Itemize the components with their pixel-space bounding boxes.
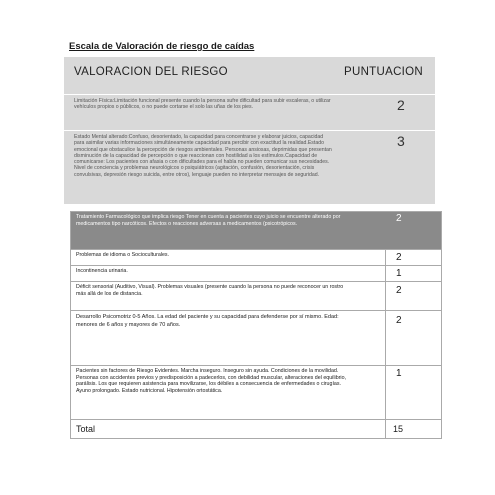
table-row [71,282,441,311]
total-label: Total [76,424,96,434]
row-description: Déficit sensorial (Auditivo, Visual). Problemas visuales (presente cuando la persona no puede reconocer un rostro más allá de los de distancia. [76,284,344,297]
column-divider [385,266,386,281]
table-row [71,212,441,250]
table-row [71,311,441,366]
risk-table [70,211,442,439]
row-description: Tratamiento Farmacológico que implica riesgo Tener en cuenta a pacientes cuyo juicio se encuentre alterado por medicamentos tipo narcóticos. Efectos o reacciones adversas a medicamentos (psicotrópicos. [76,214,341,227]
row-score: 2 [396,213,402,224]
row-description: Problemas de idioma o Socioculturales. [76,252,170,258]
row-description: Incontinencia urinaria. [76,268,128,274]
row-score: 2 [396,285,402,296]
header-valoracion: VALORACION DEL RIESGO [74,66,228,78]
row-description: Estado Mental alterado:Confuso, desorientado, la capacidad para concentrarse y elaborar juicios, capacidad para asimilar varias informaciones simultáneamente capacidad para percibir con exactitud la realidad.Estado emocional que obstaculice la percepción de riesgos ambientales. Personas ansiosas, deprimidas que presentan disminución de la capacidad de percepción o que reaccionan con hostilidad a los estímulos.Capacidad de comunicarse: Los pacientes con afasia o con dificultades para el habla no pueden comunicar sus necesidades. Nivel de conciencia y problemas neurológicos o psiquiátricos (agitación, confusión, desorientación, crisis convulsivas, depresión riesgo suicida, entre otros), lenguaje pueden no interpretar mensajes de seguridad. [74,134,332,178]
row-description: Desarrollo Psicomotriz 0-5 Años. La edad del paciente y su capacidad para defenderse por sí mismo. Edad: menores de 6 años y mayores de 70 años. [76,314,339,328]
row-description: Limitación Física:Limitación funcional presente cuando la persona sufre dificultad para subir escaleras, o utilizar vehículos propios o públicos, o no puede cortarse el solo las uñas de los pies. [74,98,331,111]
row-score: 1 [396,268,402,279]
table-row [64,130,435,204]
table-row [71,266,441,282]
row-score: 2 [397,97,405,113]
table-row [64,94,435,130]
divider [64,130,435,131]
column-divider [385,420,386,438]
row-description: Pacientes sin factores de Riesgo Evidentes. Marcha inseguro. Inseguro sin ayuda. Condiciones de la movilidad. Personas con accidentes previos y predisposición a padecerlos, con debilidad muscular, alteraciones del equilibrio, parálisis. Los que requieren asistencia para movilizarse, los débiles a consecuencia de enfermedades o cirugías. Ayuno prolongado. Estado nutricional. Hipotensión ortostática. [76,368,347,394]
row-score: 3 [397,133,405,149]
total-score: 15 [393,424,404,434]
page-title: Escala de Valoración de riesgo de caídas [69,41,255,52]
row-score: 2 [396,252,402,263]
row-score: 2 [396,315,402,326]
header-puntuacion: PUNTUACION [344,66,424,78]
total-row [71,420,441,438]
table-row [71,250,441,266]
column-divider [385,282,386,310]
row-score: 1 [396,368,402,379]
column-divider [385,250,386,265]
table-header [64,57,435,94]
column-divider [385,366,386,419]
table-row [71,366,441,420]
divider [64,94,435,95]
column-divider [385,311,386,365]
